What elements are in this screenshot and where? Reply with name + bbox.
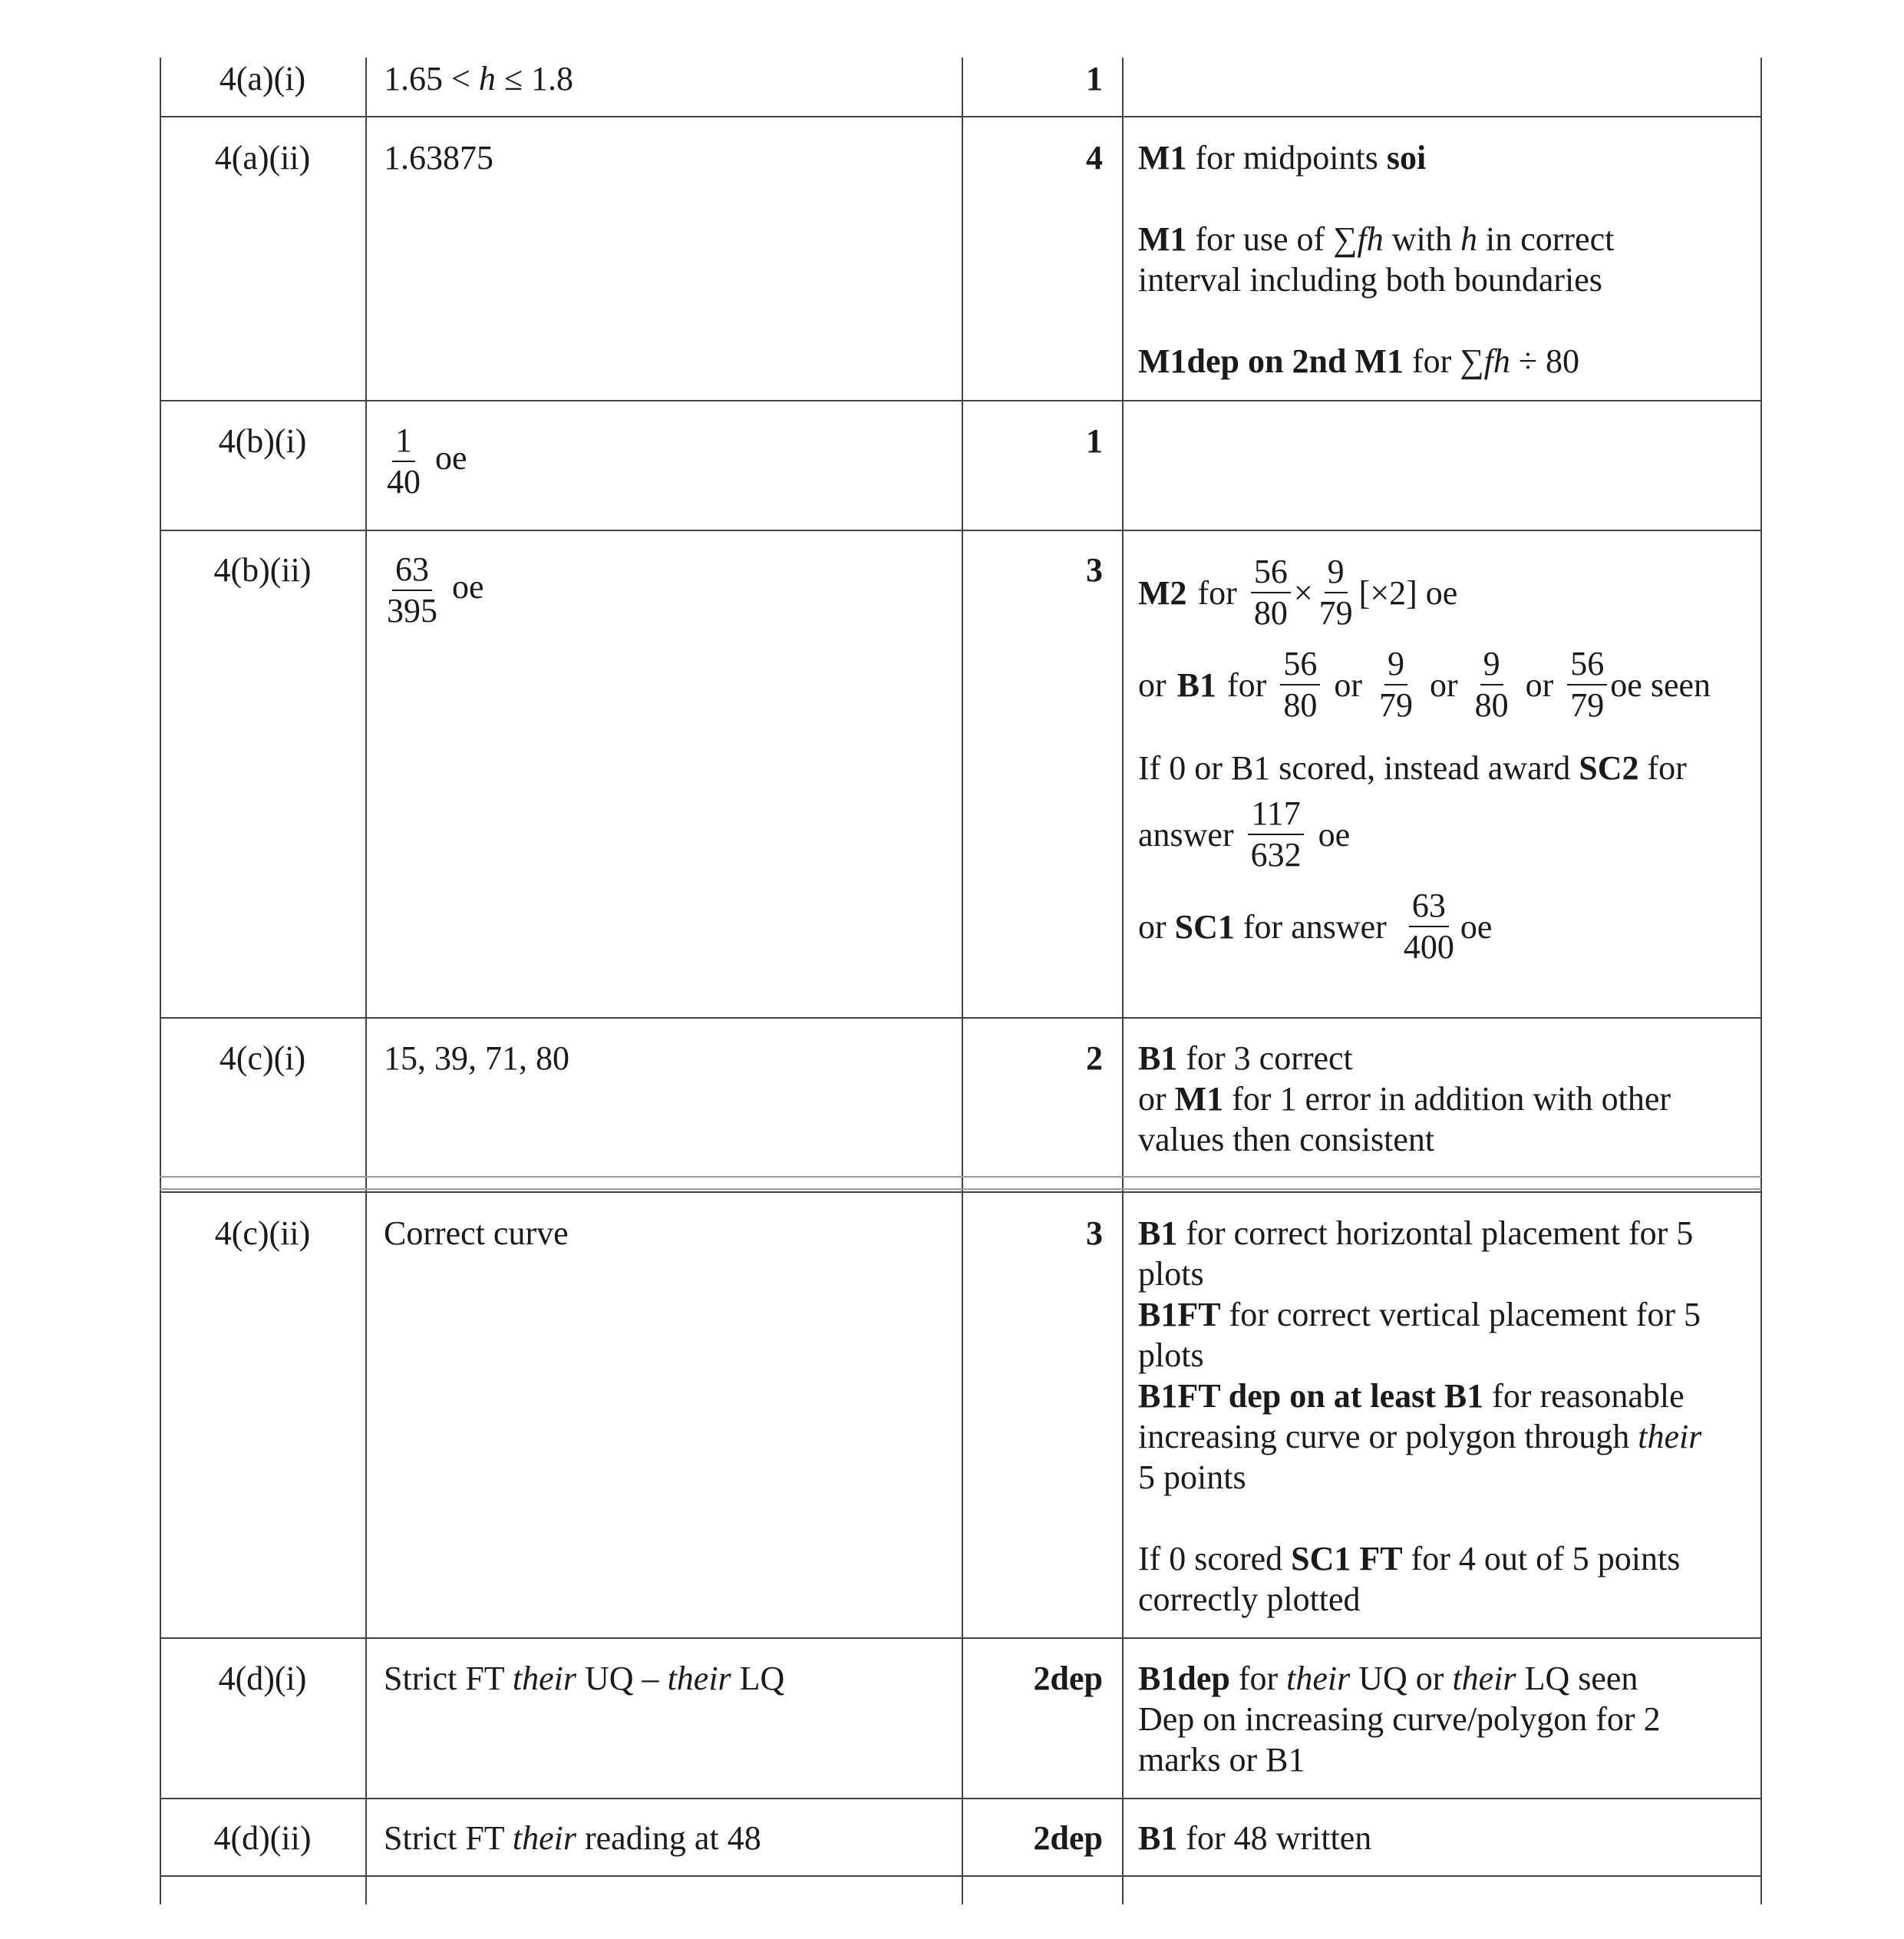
guidance: B1 for 3 correct or M1 for 1 error in addition with other values then consistent (1138, 1039, 1671, 1158)
question-number: 4(a)(ii) (214, 139, 311, 177)
sc2-line: If 0 or B1 scored, instead award SC2 for (1138, 749, 1687, 787)
row-border (160, 1017, 1761, 1019)
guidance: B1 for correct horizontal placement for 5 plots B1FT for correct vertical placement for 5 plots B1FT dep on at least B1 for reasonable increasing curve or polygon through their 5 points If 0 scored SC1 FT for 4 out of 5 points correctly plotted (1138, 1214, 1702, 1618)
answer: Correct curve (384, 1214, 569, 1252)
marks: 1 (1086, 60, 1103, 97)
fraction: $\frac{1}{40}$ (387, 421, 421, 500)
answer: $\frac{1}{40}$ oe (384, 421, 952, 502)
sc1-line: or SC1 for answer $\frac{63}{400}$ oe (1138, 887, 1493, 966)
marks: 2dep (1033, 1819, 1103, 1857)
question-number: 4(b)(ii) (213, 551, 312, 589)
marks: 4 (1086, 139, 1103, 177)
answer: Strict FT their reading at 48 (384, 1819, 761, 1857)
question-number: 4(a)(i) (219, 60, 306, 97)
question-number: 4(c)(ii) (214, 1214, 311, 1252)
guidance (1138, 547, 1752, 973)
question-number: 4(b)(i) (218, 422, 307, 460)
answer: 15, 39, 71, 80 (384, 1039, 569, 1077)
b1-line: or B1 for $\frac{56}{80}$ or $\frac{9}{79}$ or $\frac{9}{80}$ or $\frac{56}{79}$ oe seen (1138, 645, 1711, 724)
column-border (1760, 58, 1762, 1904)
question-number: 4(d)(ii) (213, 1819, 312, 1857)
m2-line: M2 for $\frac{56}{80}$ × $\frac{9}{79}$ [×2] oe (1138, 553, 1458, 632)
guidance: B1 for 48 written (1138, 1819, 1372, 1857)
row-border (160, 116, 1761, 117)
row-border (160, 1875, 1761, 1877)
row-border (160, 400, 1761, 401)
answer: $\frac{63}{395}$ oe (384, 550, 952, 631)
row-border (160, 530, 1761, 531)
answer: Strict FT their UQ – their LQ (384, 1660, 785, 1697)
row-border (160, 1637, 1761, 1639)
row-border (160, 1191, 1761, 1193)
guidance: M1 for midpoints soi M1 for use of ∑fh with h in correct interval including both boundaries M1dep on 2nd M1 for ∑fh ÷ 80 (1138, 139, 1615, 380)
question-number: 4(d)(i) (218, 1660, 307, 1697)
column-border (1122, 58, 1124, 1904)
fraction: $\frac{63}{395}$ (387, 550, 437, 629)
marks: 2 (1086, 1039, 1103, 1077)
question-number: 4(c)(i) (219, 1039, 306, 1077)
marks: 1 (1086, 422, 1103, 460)
column-border (160, 58, 161, 1904)
column-border (962, 58, 963, 1904)
row-border (160, 1176, 1761, 1178)
marks: 3 (1086, 1214, 1103, 1252)
row-border (160, 1188, 1761, 1190)
marks: 3 (1086, 551, 1103, 589)
marks: 2dep (1033, 1660, 1103, 1697)
sc2-answer-line: answer $\frac{117}{632}$ oe (1138, 794, 1351, 874)
answer: 1.63875 (384, 139, 493, 177)
answer: 1.65 < h ≤ 1.8 (384, 60, 573, 97)
guidance: B1dep for their UQ or their LQ seen Dep on increasing curve/polygon for 2 marks or B1 (1138, 1660, 1661, 1779)
column-border (365, 58, 367, 1904)
row-border (160, 1798, 1761, 1799)
